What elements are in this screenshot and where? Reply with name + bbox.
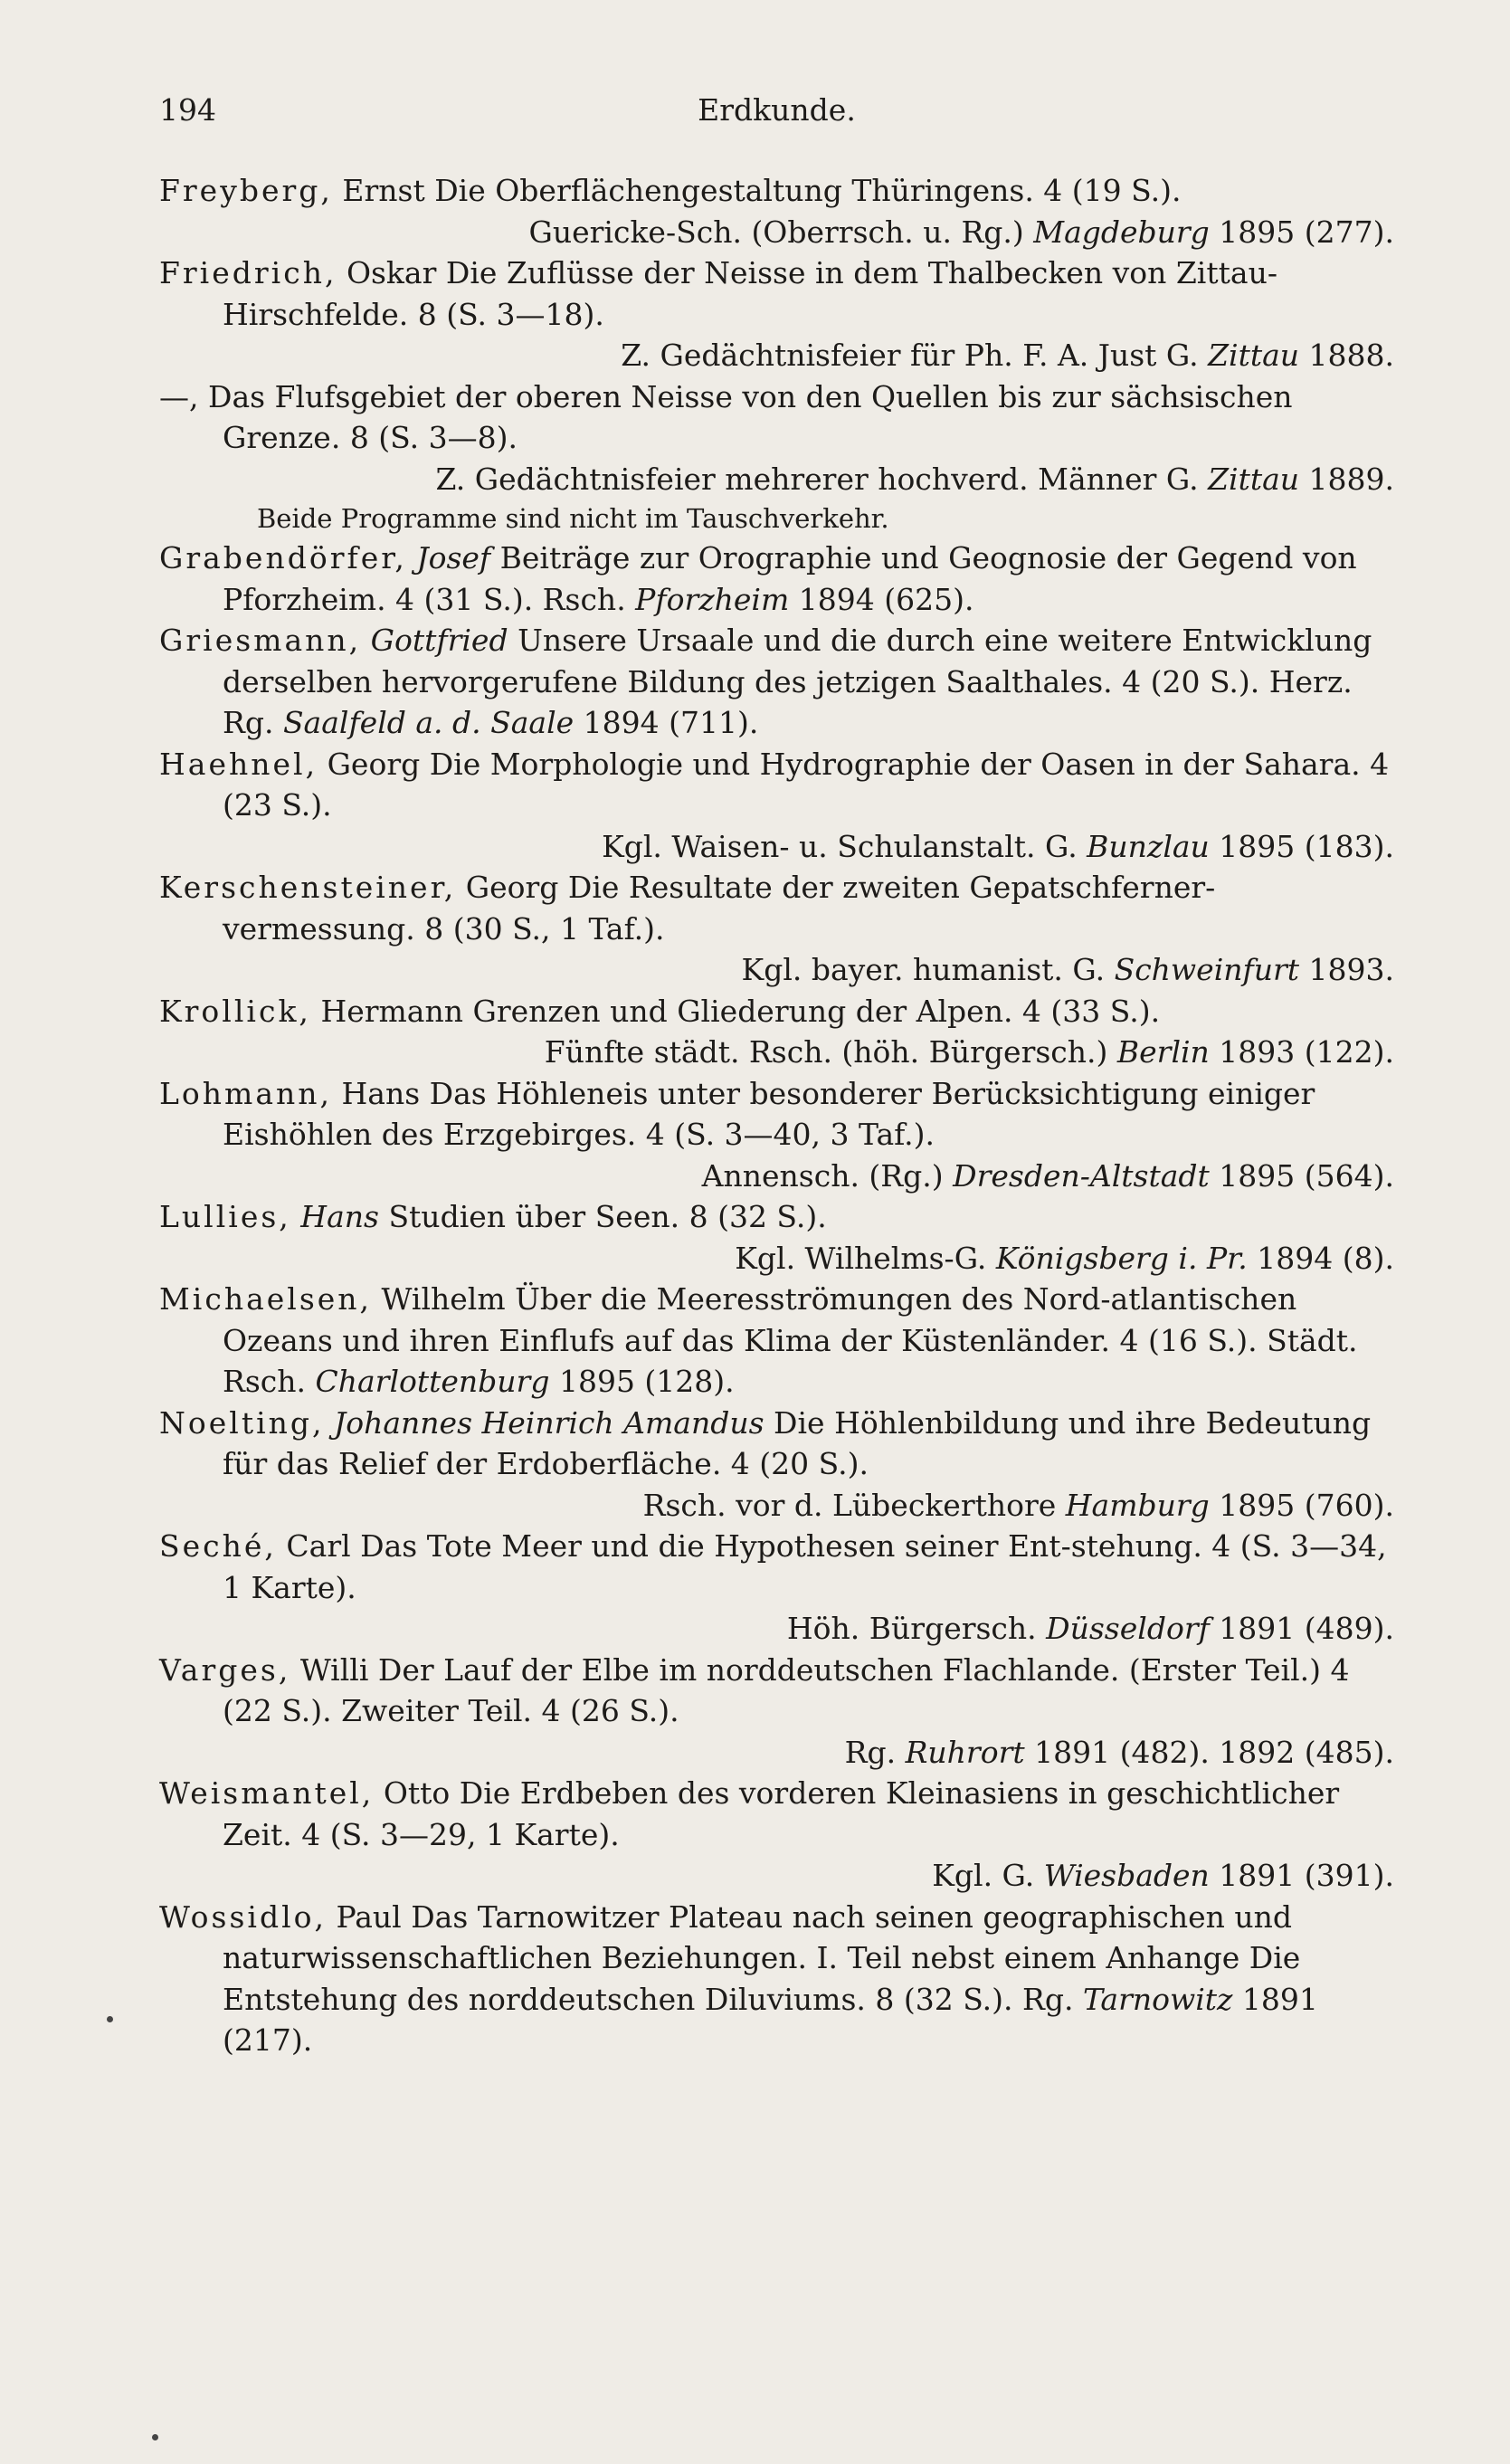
author-first-name: Carl <box>286 1528 351 1564</box>
author-first-name: Hermann <box>320 993 463 1029</box>
entry-title: Das Flufsgebiet der oberen Neisse von den Quellen bis zur sächsischen Grenze. 8 (S. 3—8). <box>198 378 1293 455</box>
place: Charlottenburg <box>315 1364 550 1399</box>
entry-title: Die Zuflüsse der Neisse in dem Thalbecken von Zittau-Hirschfelde. 8 (S. 3—18). <box>223 255 1277 332</box>
entry-reference: Z. Gedächtnisfeier mehrerer hochverd. Männer G. Zittau 1889. <box>435 461 1394 497</box>
author-surname: Varges, <box>159 1651 291 1688</box>
entry-freyberg <box>159 170 1394 252</box>
place: Tarnowitz <box>1082 1981 1233 2017</box>
author-first-name: Georg <box>465 870 559 905</box>
author-first-name: Willi <box>299 1651 369 1688</box>
place: Dresden-Altstadt <box>953 1157 1210 1194</box>
place: Berlin <box>1116 1034 1210 1070</box>
ink-speck <box>107 2016 113 2022</box>
place: Magdeburg <box>1033 214 1210 250</box>
entry-friedrich-2 <box>159 376 1394 538</box>
entry-michaelsen: Michaelsen, Wilhelm Über die Meeresströmungen des Nord-atlantischen Ozeans und ihren Einflufs auf das Klima der Küstenländer. 4 (16 S.). Städt. Rsch. Charlottenburg 1895 (128). <box>159 1281 1358 1399</box>
entry-seche <box>159 1526 1394 1650</box>
entry-reference: Rg. Ruhrort 1891 (482). 1892 (485). <box>844 1734 1394 1770</box>
entry-reference: Z. Gedächtnisfeier für Ph. F. A. Just G. Zittau 1888. <box>621 338 1394 373</box>
author-first-name: Johannes Heinrich Amandus <box>334 1404 764 1441</box>
author-surname: Lullies, <box>159 1199 291 1234</box>
entry-reference: Rsch. vor d. Lübeckerthore Hamburg 1895 (760). <box>642 1487 1394 1523</box>
entry-lohmann <box>159 1073 1394 1197</box>
author-surname: —, <box>159 378 199 414</box>
entry-krollick <box>159 991 1394 1073</box>
entry-note: Beide Programme sind nicht im Tauschverkehr. <box>257 503 889 534</box>
entry-reference: Kgl. Wilhelms-G. Königsberg i. Pr. 1894 (8). <box>735 1240 1394 1276</box>
entry-title: Studien über Seen. 8 (32 S.). <box>378 1199 827 1234</box>
entry-friedrich <box>159 252 1394 376</box>
place: Wiesbaden <box>1043 1858 1210 1893</box>
entry-reference: Kgl. bayer. humanist. G. Schweinfurt 1893. <box>741 952 1394 987</box>
entry-title: Das Tarnowitzer Plateau nach seinen geographischen und naturwissenschaftlichen Beziehungen. I. Teil nebst einem Anhange Die Entstehung des norddeutschen Diluviums. 8 (32 S.). Rg. <box>223 1898 1301 2017</box>
author-first-name: Wilhelm <box>381 1281 506 1317</box>
author-surname: Noelting, <box>159 1404 325 1441</box>
author-surname: Friedrich, <box>159 255 337 290</box>
entry-wossidlo: Wossidlo, Paul Das Tarnowitzer Plateau nach seinen geographischen und naturwissenschaftlichen Beziehungen. I. Teil nebst einem Anhange Die Entstehung des norddeutschen Diluviums. 8 (32 S.). Rg. Tarnowitz 1891 (217). <box>159 1898 1318 2058</box>
running-head: Erdkunde. <box>698 92 856 128</box>
entry-reference: Fünfte städt. Rsch. (höh. Bürgersch.) Berlin 1893 (122). <box>544 1034 1394 1070</box>
author-first-name: Josef <box>416 540 491 576</box>
entry-title: Unsere Ursaale und die durch eine weitere Entwicklung derselben hervorgerufene Bildung des jetzigen Saalthales. 4 (20 S.). Herz. Rg. <box>223 623 1372 740</box>
author-first-name: Hans <box>300 1199 379 1234</box>
entry-griesmann: Griesmann, Gottfried Unsere Ursaale und die durch eine weitere Entwicklung derselben hervorgerufene Bildung des jetzigen Saalthales. 4 (20 S.). Herz. Rg. Saalfeld a. d. Saale 1894 (711). <box>159 623 1372 740</box>
author-surname: Michaelsen, <box>159 1281 373 1317</box>
author-first-name: Otto <box>383 1775 451 1811</box>
entry-kerschensteiner <box>159 867 1394 991</box>
entry-title: Über die Meeresströmungen des Nord-atlantischen Ozeans und ihren Einflufs auf das Klima der Küstenländer. 4 (16 S.). Städt. Rsch. <box>223 1281 1358 1399</box>
entry-title: Grenzen und Gliederung der Alpen. 4 (33 S.). <box>463 993 1161 1029</box>
entry-reference: Guericke-Sch. (Oberrsch. u. Rg.) Magdeburg 1895 (277). <box>528 214 1394 250</box>
author-first-name: Georg <box>327 746 421 782</box>
place: Zittau <box>1208 461 1300 497</box>
author-first-name: Oskar <box>346 255 437 290</box>
author-surname: Freyberg, <box>159 173 333 208</box>
author-surname: Seché, <box>159 1528 277 1564</box>
entry-title: Das Tote Meer und die Hypothesen seiner Ent-stehung. 4 (S. 3—34, 1 Karte). <box>223 1528 1387 1605</box>
entry-reference: Kgl. Waisen- u. Schulanstalt. G. Bunzlau 1895 (183). <box>602 828 1394 864</box>
entry-title: Die Höhlenbildung und ihre Bedeutung für das Relief der Erdoberfläche. 4 (20 S.). <box>223 1404 1372 1481</box>
entry-reference: Kgl. G. Wiesbaden 1891 (391). <box>932 1858 1394 1893</box>
entry-title: Das Höhleneis unter besonderer Berücksichtigung einiger Eishöhlen des Erzgebirges. 4 (S. 3—40, 3 Taf.). <box>223 1075 1315 1152</box>
entry-title: Die Resultate der zweiten Gepatschferner-vermessung. 8 (30 S., 1 Taf.). <box>223 870 1216 947</box>
entry-haehnel <box>159 744 1394 868</box>
author-first-name: Hans <box>341 1075 421 1111</box>
place: Zittau <box>1208 338 1300 373</box>
place: Hamburg <box>1065 1487 1210 1523</box>
entry-reference: Höh. Bürgersch. Düsseldorf 1891 (489). <box>786 1611 1394 1646</box>
place: Bunzlau <box>1087 828 1210 864</box>
entry-lullies <box>159 1196 1394 1279</box>
place: Pforzheim <box>635 581 790 617</box>
place: Ruhrort <box>905 1734 1025 1770</box>
author-first-name: Ernst <box>342 173 425 208</box>
entry-title: Der Lauf der Elbe im norddeutschen Flachlande. (Erster Teil.) 4 (22 S.). Zweiter Teil. 4 (26 S.). <box>223 1651 1350 1728</box>
bibliography-list <box>159 170 1394 2061</box>
author-surname: Krollick, <box>159 993 311 1029</box>
entry-title: Die Oberflächengestaltung Thüringens. 4 (19 S.). <box>424 173 1182 208</box>
place: Düsseldorf <box>1046 1611 1210 1646</box>
author-surname: Weismantel, <box>159 1775 375 1811</box>
entry-reference: Annensch. (Rg.) Dresden-Altstadt 1895 (564). <box>701 1157 1394 1194</box>
entry-weismantel <box>159 1773 1394 1897</box>
entry-grabendoerfer: Grabendörfer, Josef Beiträge zur Orographie und Geognosie der Gegend von Pforzheim. 4 (31 S.). Rsch. Pforzheim 1894 (625). <box>159 540 1357 617</box>
place: Königsberg i. Pr. <box>995 1240 1248 1276</box>
author-surname: Griesmann, <box>159 623 362 658</box>
author-surname: Lohmann, <box>159 1075 332 1111</box>
page-header <box>159 92 1394 138</box>
entry-varges <box>159 1650 1394 1774</box>
author-surname: Haehnel, <box>159 746 318 782</box>
entry-title: Die Morphologie und Hydrographie der Oasen in der Sahara. 4 (23 S.). <box>223 746 1390 823</box>
author-surname: Grabendörfer, <box>159 540 407 576</box>
entry-noelting <box>159 1403 1394 1527</box>
place: Saalfeld a. d. Saale <box>282 705 575 740</box>
page-number: 194 <box>159 92 216 128</box>
author-surname: Kerschensteiner, <box>159 870 457 905</box>
entry-title: Die Erdbeben des vorderen Kleinasiens in geschichtlicher Zeit. 4 (S. 3—29, 1 Karte). <box>223 1775 1340 1852</box>
author-first-name: Gottfried <box>370 623 508 658</box>
author-surname: Wossidlo, <box>159 1898 328 1935</box>
ink-speck <box>152 2434 158 2440</box>
entry-title: Beiträge zur Orographie und Geognosie der Gegend von Pforzheim. 4 (31 S.). Rsch. <box>223 540 1357 617</box>
author-first-name: Paul <box>336 1898 402 1935</box>
place: Schweinfurt <box>1114 952 1300 987</box>
